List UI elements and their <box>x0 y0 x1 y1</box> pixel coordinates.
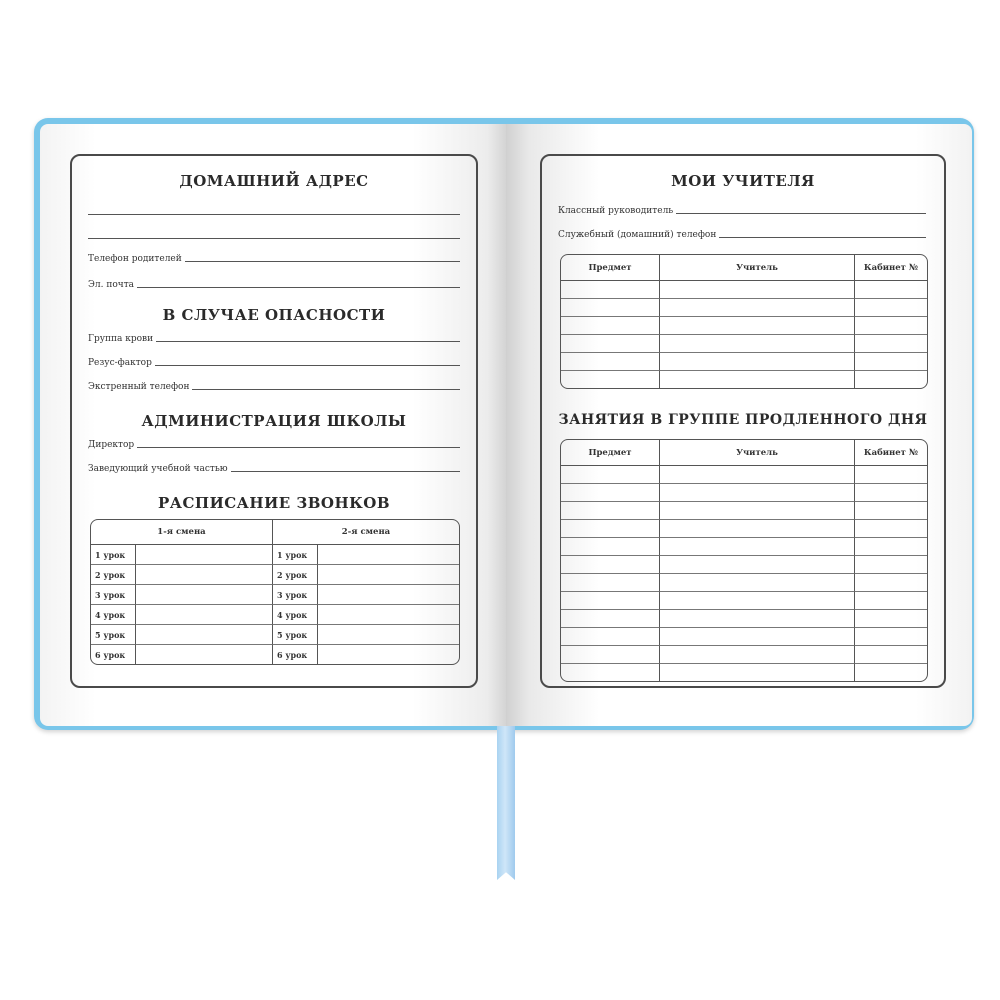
class-teacher-underline <box>676 212 926 214</box>
table-row <box>561 371 927 388</box>
rh-factor-label: Резус-фактор <box>88 358 152 368</box>
subject-cell[interactable] <box>561 317 660 335</box>
lesson-label: 2 урок <box>273 565 318 585</box>
my-teachers-heading: МОИ УЧИТЕЛЯ <box>671 172 815 190</box>
room-cell[interactable] <box>855 335 927 353</box>
head-teacher-label: Заведующий учебной частью <box>88 464 228 474</box>
table-row <box>561 574 927 592</box>
subject-cell[interactable] <box>561 466 660 484</box>
room-cell[interactable] <box>855 628 927 646</box>
teacher-cell[interactable] <box>660 628 855 646</box>
lesson-label: 4 урок <box>273 605 318 625</box>
teacher-cell[interactable] <box>660 371 855 388</box>
teachers-header-row <box>561 255 927 281</box>
room-cell[interactable] <box>855 574 927 592</box>
bookmark-ribbon[interactable] <box>497 724 515 880</box>
shift-2-time-cell[interactable] <box>318 585 459 605</box>
shift-2-time-cell[interactable] <box>318 625 459 645</box>
col-subject: Предмет <box>561 255 660 281</box>
subject-cell[interactable] <box>561 281 660 299</box>
subject-cell[interactable] <box>561 628 660 646</box>
room-cell[interactable] <box>855 371 927 388</box>
parents-phone-underline <box>185 260 460 262</box>
table-row <box>561 520 927 538</box>
table-row <box>561 592 927 610</box>
table-row <box>561 556 927 574</box>
subject-cell[interactable] <box>561 610 660 628</box>
teacher-cell[interactable] <box>660 281 855 299</box>
shift-1-time-cell[interactable] <box>136 645 273 664</box>
bell-schedule-heading: РАСПИСАНИЕ ЗВОНКОВ <box>157 494 391 512</box>
teacher-cell[interactable] <box>660 556 855 574</box>
emergency-phone-field[interactable] <box>88 376 460 392</box>
teachers-table <box>560 254 928 389</box>
shift-1-time-cell[interactable] <box>136 605 273 625</box>
left-page <box>40 124 506 726</box>
shift-1-header: 1-я смена <box>91 520 273 545</box>
lesson-label: 1 урок <box>91 545 136 565</box>
work-phone-field[interactable] <box>558 224 926 240</box>
teacher-cell[interactable] <box>660 664 855 681</box>
table-row <box>561 335 927 353</box>
lesson-label: 6 урок <box>273 645 318 664</box>
bell-schedule-table <box>90 519 460 665</box>
lesson-label: 5 урок <box>273 625 318 645</box>
teacher-cell[interactable] <box>660 335 855 353</box>
teacher-cell[interactable] <box>660 353 855 371</box>
table-row <box>561 610 927 628</box>
room-cell[interactable] <box>855 281 927 299</box>
right-page-frame <box>540 154 946 688</box>
room-cell[interactable] <box>855 466 927 484</box>
room-cell[interactable] <box>855 538 927 556</box>
teacher-cell[interactable] <box>660 466 855 484</box>
table-row <box>561 628 927 646</box>
subject-cell[interactable] <box>561 574 660 592</box>
blood-type-label: Группа крови <box>88 334 154 344</box>
lesson-label: 6 урок <box>91 645 136 664</box>
work-phone-label: Служебный (домашний) телефон <box>558 230 717 240</box>
teacher-cell[interactable] <box>660 610 855 628</box>
head-teacher-field[interactable] <box>88 458 460 474</box>
bell-row <box>91 585 459 605</box>
home-address-heading: ДОМАШНИЙ АДРЕС <box>179 172 369 190</box>
col-room: Кабинет № <box>855 440 927 466</box>
lesson-label: 4 урок <box>91 605 136 625</box>
teacher-cell[interactable] <box>660 592 855 610</box>
table-row <box>561 484 927 502</box>
address-line-2[interactable] <box>88 238 460 239</box>
subject-cell[interactable] <box>561 335 660 353</box>
director-label: Директор <box>88 440 135 450</box>
subject-cell[interactable] <box>561 646 660 664</box>
administration-heading: АДМИНИСТРАЦИЯ ШКОЛЫ <box>141 412 407 430</box>
subject-cell[interactable] <box>561 299 660 317</box>
left-page-frame <box>70 154 478 688</box>
teacher-cell[interactable] <box>660 484 855 502</box>
subject-cell[interactable] <box>561 353 660 371</box>
bell-row <box>91 565 459 585</box>
room-cell[interactable] <box>855 556 927 574</box>
shift-2-time-cell[interactable] <box>318 545 459 565</box>
room-cell[interactable] <box>855 484 927 502</box>
shift-2-time-cell[interactable] <box>318 605 459 625</box>
subject-cell[interactable] <box>561 502 660 520</box>
room-cell[interactable] <box>855 317 927 335</box>
col-subject: Предмет <box>561 440 660 466</box>
col-room: Кабинет № <box>855 255 927 281</box>
email-field[interactable] <box>88 274 460 290</box>
subject-cell[interactable] <box>561 484 660 502</box>
head-teacher-underline <box>231 470 460 472</box>
teacher-cell[interactable] <box>660 317 855 335</box>
room-cell[interactable] <box>855 353 927 371</box>
room-cell[interactable] <box>855 299 927 317</box>
blood-type-underline <box>156 340 460 342</box>
teacher-cell[interactable] <box>660 520 855 538</box>
director-underline <box>137 446 460 448</box>
subject-cell[interactable] <box>561 664 660 681</box>
class-teacher-label: Классный руководитель <box>558 206 674 216</box>
lesson-label: 1 урок <box>273 545 318 565</box>
emergency-phone-label: Экстренный телефон <box>88 382 190 392</box>
col-teacher: Учитель <box>660 440 855 466</box>
shift-1-time-cell[interactable] <box>136 585 273 605</box>
shift-1-time-cell[interactable] <box>136 565 273 585</box>
extended-day-table <box>560 439 928 682</box>
table-row <box>561 664 927 681</box>
table-row <box>561 281 927 299</box>
teacher-cell[interactable] <box>660 646 855 664</box>
room-cell[interactable] <box>855 610 927 628</box>
lesson-label: 3 урок <box>273 585 318 605</box>
subject-cell[interactable] <box>561 371 660 388</box>
subject-cell[interactable] <box>561 592 660 610</box>
teacher-cell[interactable] <box>660 299 855 317</box>
parents-phone-label: Телефон родителей <box>88 254 182 264</box>
table-row <box>561 502 927 520</box>
table-row <box>561 466 927 484</box>
bell-row <box>91 545 459 565</box>
right-page <box>506 124 972 726</box>
table-row <box>561 538 927 556</box>
blood-type-field[interactable] <box>88 328 460 344</box>
table-row <box>561 353 927 371</box>
subject-cell[interactable] <box>561 520 660 538</box>
table-row <box>561 646 927 664</box>
room-cell[interactable] <box>855 646 927 664</box>
extended-day-header-row <box>561 440 927 466</box>
table-row <box>561 299 927 317</box>
teacher-cell[interactable] <box>660 574 855 592</box>
lesson-label: 3 урок <box>91 585 136 605</box>
rh-factor-underline <box>155 364 460 366</box>
bell-row <box>91 645 459 664</box>
bell-schedule-header-row <box>91 520 459 545</box>
bell-row <box>91 605 459 625</box>
shift-2-header: 2-я смена <box>273 520 459 545</box>
room-cell[interactable] <box>855 664 927 681</box>
parents-phone-field[interactable] <box>88 248 460 264</box>
shift-1-time-cell[interactable] <box>136 625 273 645</box>
emergency-heading: В СЛУЧАЕ ОПАСНОСТИ <box>162 306 386 324</box>
col-teacher: Учитель <box>660 255 855 281</box>
lesson-label: 2 урок <box>91 565 136 585</box>
teacher-cell[interactable] <box>660 502 855 520</box>
shift-2-time-cell[interactable] <box>318 565 459 585</box>
shift-1-time-cell[interactable] <box>136 545 273 565</box>
class-teacher-field[interactable] <box>558 200 926 216</box>
room-cell[interactable] <box>855 502 927 520</box>
shift-2-time-cell[interactable] <box>318 645 459 664</box>
director-field[interactable] <box>88 434 460 450</box>
room-cell[interactable] <box>855 592 927 610</box>
emergency-phone-underline <box>192 388 460 390</box>
subject-cell[interactable] <box>561 556 660 574</box>
work-phone-underline <box>719 236 926 238</box>
teacher-cell[interactable] <box>660 538 855 556</box>
room-cell[interactable] <box>855 520 927 538</box>
email-label: Эл. почта <box>88 280 135 290</box>
rh-factor-field[interactable] <box>88 352 460 368</box>
lesson-label: 5 урок <box>91 625 136 645</box>
address-line-1[interactable] <box>88 214 460 215</box>
table-row <box>561 317 927 335</box>
email-underline <box>137 286 460 288</box>
bell-row <box>91 625 459 645</box>
subject-cell[interactable] <box>561 538 660 556</box>
extended-day-heading: ЗАНЯТИЯ В ГРУППЕ ПРОДЛЕННОГО ДНЯ <box>558 412 928 428</box>
